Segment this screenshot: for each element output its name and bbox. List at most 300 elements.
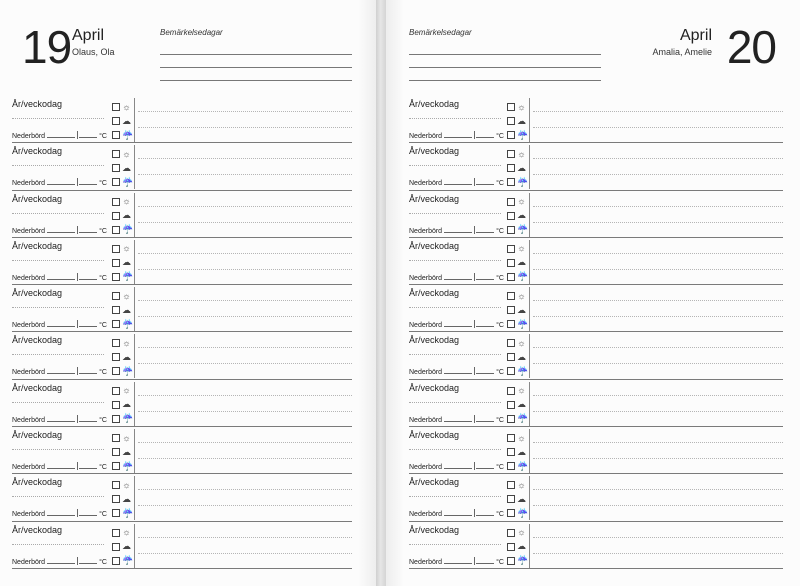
precipitation-blank[interactable] bbox=[444, 320, 472, 327]
weather-checkbox[interactable] bbox=[112, 150, 120, 158]
precipitation-field[interactable] bbox=[409, 462, 504, 471]
rain-cloud-icon: ☔ bbox=[122, 176, 134, 187]
weather-checkbox[interactable] bbox=[112, 415, 120, 423]
note-line[interactable] bbox=[138, 206, 352, 207]
temperature-blank[interactable] bbox=[476, 320, 494, 327]
year-entry-row bbox=[12, 427, 352, 474]
precipitation-blank[interactable] bbox=[47, 320, 75, 327]
note-line[interactable] bbox=[138, 269, 352, 270]
weather-option[interactable] bbox=[507, 540, 527, 554]
weather-option[interactable] bbox=[112, 526, 132, 540]
weather-option[interactable] bbox=[112, 398, 132, 412]
weather-option[interactable] bbox=[112, 506, 132, 520]
year-entry-line[interactable] bbox=[409, 354, 501, 355]
weather-checkbox[interactable] bbox=[507, 198, 515, 206]
weather-option[interactable] bbox=[112, 147, 132, 161]
temperature-blank[interactable] bbox=[476, 178, 494, 185]
note-line[interactable] bbox=[533, 553, 783, 554]
weather-checkbox[interactable] bbox=[507, 259, 515, 267]
year-entry-line[interactable] bbox=[12, 260, 104, 261]
weather-checkbox[interactable] bbox=[112, 131, 120, 139]
anniversary-line[interactable] bbox=[160, 42, 352, 55]
year-weekday-label: År/veckodag bbox=[12, 146, 63, 157]
anniversary-line[interactable] bbox=[409, 42, 601, 55]
precipitation-blank[interactable] bbox=[444, 273, 472, 280]
weather-option[interactable] bbox=[112, 364, 132, 378]
weather-option[interactable] bbox=[112, 209, 132, 223]
celsius-label: °C bbox=[99, 416, 107, 424]
precipitation-blank[interactable] bbox=[47, 273, 75, 280]
anniversary-line[interactable] bbox=[160, 55, 352, 68]
year-entry-line[interactable] bbox=[12, 213, 104, 214]
weather-checkbox[interactable] bbox=[112, 259, 120, 267]
precipitation-field[interactable] bbox=[12, 462, 107, 471]
weather-option[interactable] bbox=[112, 256, 132, 270]
rain-cloud-icon: ☔ bbox=[122, 555, 134, 566]
rain-cloud-icon: ☔ bbox=[517, 507, 529, 518]
weather-checkbox[interactable] bbox=[507, 557, 515, 565]
celsius-label: °C bbox=[99, 322, 107, 330]
weather-option[interactable] bbox=[112, 336, 132, 350]
celsius-label: °C bbox=[99, 227, 107, 235]
weather-option[interactable] bbox=[507, 114, 527, 128]
year-entry-line[interactable] bbox=[409, 496, 501, 497]
precipitation-label: Nederbörd bbox=[12, 369, 46, 377]
weather-checkbox[interactable] bbox=[507, 150, 515, 158]
weather-checkbox[interactable] bbox=[507, 320, 515, 328]
note-line[interactable] bbox=[533, 395, 783, 396]
year-entry-line[interactable] bbox=[409, 544, 501, 545]
weather-option[interactable] bbox=[112, 100, 132, 114]
weather-checkbox[interactable] bbox=[112, 117, 120, 125]
weather-option[interactable] bbox=[112, 540, 132, 554]
precipitation-blank[interactable] bbox=[444, 557, 472, 564]
precipitation-label: Nederbörd bbox=[409, 180, 443, 188]
field-divider bbox=[77, 557, 78, 565]
column-divider bbox=[529, 98, 530, 142]
year-weekday-label: År/veckodag bbox=[409, 524, 460, 535]
weather-checkbox[interactable] bbox=[507, 481, 515, 489]
field-divider bbox=[77, 462, 78, 470]
weather-checkbox[interactable] bbox=[112, 529, 120, 537]
weather-checkboxes bbox=[112, 289, 132, 331]
note-line[interactable] bbox=[138, 316, 352, 317]
weather-checkbox[interactable] bbox=[112, 178, 120, 186]
weather-option[interactable] bbox=[507, 445, 527, 459]
column-divider bbox=[134, 382, 135, 426]
weather-option[interactable] bbox=[112, 303, 132, 317]
year-entry-line[interactable] bbox=[409, 165, 501, 166]
weather-checkboxes bbox=[507, 242, 527, 284]
precipitation-field[interactable] bbox=[409, 320, 504, 329]
precipitation-field[interactable] bbox=[12, 367, 107, 376]
note-line[interactable] bbox=[138, 442, 352, 443]
temperature-blank[interactable] bbox=[79, 273, 97, 280]
weather-option[interactable] bbox=[507, 384, 527, 398]
year-entry-line[interactable] bbox=[12, 449, 104, 450]
note-line[interactable] bbox=[533, 158, 783, 159]
precipitation-blank[interactable] bbox=[444, 509, 472, 516]
precipitation-field[interactable] bbox=[12, 557, 107, 566]
weather-checkbox[interactable] bbox=[507, 226, 515, 234]
anniversary-line[interactable] bbox=[409, 55, 601, 68]
weather-option[interactable] bbox=[507, 526, 527, 540]
weather-checkbox[interactable] bbox=[112, 448, 120, 456]
note-line[interactable] bbox=[138, 363, 352, 364]
precipitation-field[interactable] bbox=[12, 226, 107, 235]
precipitation-blank[interactable] bbox=[444, 367, 472, 374]
note-line[interactable] bbox=[138, 411, 352, 412]
weather-checkbox[interactable] bbox=[112, 339, 120, 347]
weather-checkbox[interactable] bbox=[507, 164, 515, 172]
weather-option[interactable] bbox=[507, 364, 527, 378]
left-page bbox=[0, 0, 376, 586]
note-line[interactable] bbox=[138, 537, 352, 538]
weather-option[interactable] bbox=[112, 554, 132, 568]
rain-cloud-icon: ☔ bbox=[517, 129, 529, 140]
weather-checkbox[interactable] bbox=[112, 495, 120, 503]
precipitation-field[interactable] bbox=[12, 273, 107, 282]
weather-checkbox[interactable] bbox=[507, 103, 515, 111]
weather-checkbox[interactable] bbox=[507, 509, 515, 517]
weather-checkbox[interactable] bbox=[507, 131, 515, 139]
weather-option[interactable] bbox=[112, 270, 132, 284]
weather-option[interactable] bbox=[112, 223, 132, 237]
temperature-blank[interactable] bbox=[79, 415, 97, 422]
weather-checkbox[interactable] bbox=[112, 387, 120, 395]
anniversary-line[interactable] bbox=[409, 68, 601, 81]
weather-option[interactable] bbox=[112, 459, 132, 473]
note-line[interactable] bbox=[533, 363, 783, 364]
year-entry-row bbox=[12, 238, 352, 285]
year-entry-row bbox=[12, 143, 352, 190]
year-entry-line[interactable] bbox=[12, 354, 104, 355]
temperature-blank[interactable] bbox=[79, 226, 97, 233]
precipitation-field[interactable] bbox=[12, 320, 107, 329]
column-divider bbox=[134, 98, 135, 142]
weather-checkbox[interactable] bbox=[507, 495, 515, 503]
note-line[interactable] bbox=[533, 253, 783, 254]
weather-option[interactable] bbox=[507, 175, 527, 189]
note-line[interactable] bbox=[533, 300, 783, 301]
weather-option[interactable] bbox=[507, 195, 527, 209]
weather-option[interactable] bbox=[112, 445, 132, 459]
column-divider bbox=[529, 193, 530, 237]
precipitation-field[interactable] bbox=[409, 415, 504, 424]
note-line[interactable] bbox=[533, 442, 783, 443]
note-line[interactable] bbox=[138, 347, 352, 348]
note-line[interactable] bbox=[533, 458, 783, 459]
year-entry-line[interactable] bbox=[409, 260, 501, 261]
weather-option[interactable] bbox=[507, 289, 527, 303]
precipitation-blank[interactable] bbox=[444, 226, 472, 233]
weather-checkbox[interactable] bbox=[507, 178, 515, 186]
cloud-icon: ☁ bbox=[122, 541, 131, 552]
weather-checkbox[interactable] bbox=[112, 353, 120, 361]
weather-checkbox[interactable] bbox=[112, 164, 120, 172]
weather-checkbox[interactable] bbox=[112, 292, 120, 300]
weather-checkbox[interactable] bbox=[112, 462, 120, 470]
temperature-blank[interactable] bbox=[79, 178, 97, 185]
precipitation-blank[interactable] bbox=[47, 226, 75, 233]
precipitation-blank[interactable] bbox=[47, 131, 75, 138]
celsius-label: °C bbox=[99, 558, 107, 566]
weather-checkbox[interactable] bbox=[507, 529, 515, 537]
weather-checkbox[interactable] bbox=[112, 401, 120, 409]
weather-checkbox[interactable] bbox=[507, 212, 515, 220]
rain-cloud-icon: ☔ bbox=[122, 507, 134, 518]
precipitation-blank[interactable] bbox=[444, 415, 472, 422]
month-label: April bbox=[72, 27, 105, 44]
weather-checkbox[interactable] bbox=[507, 387, 515, 395]
celsius-label: °C bbox=[496, 558, 504, 566]
weather-option[interactable] bbox=[507, 100, 527, 114]
year-entry-row bbox=[409, 191, 783, 238]
precipitation-blank[interactable] bbox=[444, 462, 472, 469]
precipitation-label: Nederbörd bbox=[409, 416, 443, 424]
weather-option[interactable] bbox=[112, 175, 132, 189]
weather-checkbox[interactable] bbox=[507, 434, 515, 442]
weather-option[interactable] bbox=[507, 317, 527, 331]
weather-checkboxes bbox=[507, 336, 527, 378]
note-line[interactable] bbox=[533, 111, 783, 112]
precipitation-field[interactable] bbox=[409, 367, 504, 376]
temperature-blank[interactable] bbox=[476, 273, 494, 280]
note-line[interactable] bbox=[533, 316, 783, 317]
precipitation-field[interactable] bbox=[12, 178, 107, 187]
weather-checkbox[interactable] bbox=[507, 415, 515, 423]
note-line[interactable] bbox=[533, 269, 783, 270]
year-entry-line[interactable] bbox=[12, 402, 104, 403]
precipitation-blank[interactable] bbox=[47, 178, 75, 185]
weather-option[interactable] bbox=[112, 161, 132, 175]
weather-checkboxes bbox=[507, 384, 527, 426]
year-entry-line[interactable] bbox=[409, 402, 501, 403]
weather-checkboxes bbox=[507, 100, 527, 142]
rain-cloud-icon: ☔ bbox=[122, 318, 134, 329]
note-line[interactable] bbox=[138, 253, 352, 254]
precipitation-blank[interactable] bbox=[47, 557, 75, 564]
year-entry-line[interactable] bbox=[409, 449, 501, 450]
weather-checkbox[interactable] bbox=[112, 543, 120, 551]
note-line[interactable] bbox=[138, 458, 352, 459]
year-entry-line[interactable] bbox=[12, 307, 104, 308]
field-divider bbox=[77, 178, 78, 186]
note-line[interactable] bbox=[138, 553, 352, 554]
weather-option[interactable] bbox=[112, 412, 132, 426]
year-entry-line[interactable] bbox=[12, 118, 104, 119]
weather-checkbox[interactable] bbox=[112, 367, 120, 375]
weather-checkbox[interactable] bbox=[507, 367, 515, 375]
note-line[interactable] bbox=[533, 489, 783, 490]
precipitation-blank[interactable] bbox=[444, 131, 472, 138]
temperature-blank[interactable] bbox=[476, 415, 494, 422]
year-entry-line[interactable] bbox=[409, 307, 501, 308]
temperature-blank[interactable] bbox=[79, 367, 97, 374]
weather-option[interactable] bbox=[507, 223, 527, 237]
weather-checkbox[interactable] bbox=[507, 543, 515, 551]
weather-checkbox[interactable] bbox=[112, 320, 120, 328]
note-line[interactable] bbox=[533, 505, 783, 506]
temperature-blank[interactable] bbox=[476, 557, 494, 564]
note-line[interactable] bbox=[533, 127, 783, 128]
weather-checkbox[interactable] bbox=[112, 198, 120, 206]
temperature-blank[interactable] bbox=[79, 131, 97, 138]
note-line[interactable] bbox=[533, 537, 783, 538]
cloud-icon: ☁ bbox=[122, 493, 131, 504]
precipitation-label: Nederbörd bbox=[409, 464, 443, 472]
precipitation-field[interactable] bbox=[12, 415, 107, 424]
weather-checkbox[interactable] bbox=[507, 401, 515, 409]
weather-checkbox[interactable] bbox=[112, 212, 120, 220]
temperature-blank[interactable] bbox=[79, 509, 97, 516]
note-line[interactable] bbox=[138, 505, 352, 506]
weather-checkbox[interactable] bbox=[507, 339, 515, 347]
anniversary-section bbox=[409, 28, 601, 81]
note-line[interactable] bbox=[533, 174, 783, 175]
year-entry-line[interactable] bbox=[12, 544, 104, 545]
weather-option[interactable] bbox=[507, 161, 527, 175]
weather-option[interactable] bbox=[112, 128, 132, 142]
weather-checkboxes bbox=[112, 100, 132, 142]
precipitation-field[interactable] bbox=[409, 131, 504, 140]
note-line[interactable] bbox=[138, 174, 352, 175]
celsius-label: °C bbox=[99, 180, 107, 188]
cloud-icon: ☁ bbox=[122, 399, 131, 410]
weather-option[interactable] bbox=[507, 209, 527, 223]
weather-checkbox[interactable] bbox=[507, 353, 515, 361]
precipitation-field[interactable] bbox=[409, 178, 504, 187]
weather-option[interactable] bbox=[507, 147, 527, 161]
sun-icon: ☼ bbox=[122, 148, 131, 159]
precipitation-field[interactable] bbox=[409, 273, 504, 282]
day-number: 19 bbox=[22, 21, 72, 73]
temperature-blank[interactable] bbox=[79, 462, 97, 469]
weather-checkbox[interactable] bbox=[112, 273, 120, 281]
weather-option[interactable] bbox=[507, 350, 527, 364]
weather-option[interactable] bbox=[507, 256, 527, 270]
temperature-blank[interactable] bbox=[476, 509, 494, 516]
note-line[interactable] bbox=[533, 347, 783, 348]
temperature-blank[interactable] bbox=[476, 131, 494, 138]
precipitation-blank[interactable] bbox=[47, 462, 75, 469]
year-entry-line[interactable] bbox=[12, 165, 104, 166]
year-entry-row bbox=[409, 96, 783, 143]
note-line[interactable] bbox=[533, 206, 783, 207]
precipitation-blank[interactable] bbox=[47, 367, 75, 374]
weather-option[interactable] bbox=[507, 270, 527, 284]
weather-option[interactable] bbox=[112, 384, 132, 398]
weather-option[interactable] bbox=[507, 492, 527, 506]
temperature-blank[interactable] bbox=[79, 557, 97, 564]
weather-option[interactable] bbox=[507, 506, 527, 520]
weather-option[interactable] bbox=[507, 554, 527, 568]
anniversary-line[interactable] bbox=[160, 68, 352, 81]
weather-option[interactable] bbox=[112, 242, 132, 256]
temperature-blank[interactable] bbox=[476, 226, 494, 233]
weather-checkbox[interactable] bbox=[507, 117, 515, 125]
year-entry-line[interactable] bbox=[409, 213, 501, 214]
precipitation-blank[interactable] bbox=[444, 178, 472, 185]
weather-option[interactable] bbox=[507, 459, 527, 473]
temperature-blank[interactable] bbox=[79, 320, 97, 327]
weather-option[interactable] bbox=[112, 317, 132, 331]
weather-checkbox[interactable] bbox=[112, 226, 120, 234]
precipitation-field[interactable] bbox=[409, 226, 504, 235]
year-entry-line[interactable] bbox=[409, 118, 501, 119]
weather-option[interactable] bbox=[112, 431, 132, 445]
precipitation-blank[interactable] bbox=[47, 415, 75, 422]
weather-option[interactable] bbox=[507, 398, 527, 412]
weather-checkbox[interactable] bbox=[112, 434, 120, 442]
weather-option[interactable] bbox=[112, 195, 132, 209]
weather-checkbox[interactable] bbox=[112, 509, 120, 517]
weather-option[interactable] bbox=[507, 412, 527, 426]
weather-checkbox[interactable] bbox=[112, 306, 120, 314]
year-weekday-label: År/veckodag bbox=[409, 240, 460, 251]
year-entry-row bbox=[12, 285, 352, 332]
temperature-blank[interactable] bbox=[476, 367, 494, 374]
weather-checkbox[interactable] bbox=[112, 103, 120, 111]
year-entry-line[interactable] bbox=[12, 496, 104, 497]
precipitation-field[interactable] bbox=[409, 509, 504, 518]
note-line[interactable] bbox=[533, 222, 783, 223]
cloud-icon: ☁ bbox=[122, 210, 131, 221]
weather-checkbox[interactable] bbox=[507, 448, 515, 456]
weather-checkbox[interactable] bbox=[112, 481, 120, 489]
precipitation-blank[interactable] bbox=[47, 509, 75, 516]
precipitation-field[interactable] bbox=[409, 557, 504, 566]
weather-checkbox[interactable] bbox=[507, 292, 515, 300]
weather-option[interactable] bbox=[507, 336, 527, 350]
note-line[interactable] bbox=[138, 489, 352, 490]
note-line[interactable] bbox=[138, 127, 352, 128]
weather-checkbox[interactable] bbox=[112, 557, 120, 565]
sun-icon: ☼ bbox=[122, 290, 131, 301]
year-weekday-label: År/veckodag bbox=[409, 146, 460, 157]
weather-option[interactable] bbox=[112, 492, 132, 506]
note-line[interactable] bbox=[138, 222, 352, 223]
precipitation-field[interactable] bbox=[12, 509, 107, 518]
weather-option[interactable] bbox=[507, 478, 527, 492]
weather-checkbox[interactable] bbox=[507, 306, 515, 314]
field-divider bbox=[474, 509, 475, 517]
note-line[interactable] bbox=[138, 300, 352, 301]
cloud-icon: ☁ bbox=[517, 446, 526, 457]
weather-option[interactable] bbox=[507, 128, 527, 142]
weather-option[interactable] bbox=[112, 350, 132, 364]
weather-checkbox[interactable] bbox=[507, 245, 515, 253]
temperature-blank[interactable] bbox=[476, 462, 494, 469]
weather-option[interactable] bbox=[507, 431, 527, 445]
weather-option[interactable] bbox=[112, 114, 132, 128]
field-divider bbox=[77, 131, 78, 139]
weather-checkbox[interactable] bbox=[507, 273, 515, 281]
weather-option[interactable] bbox=[112, 289, 132, 303]
weather-option[interactable] bbox=[112, 478, 132, 492]
weather-checkbox[interactable] bbox=[507, 462, 515, 470]
weather-checkbox[interactable] bbox=[112, 245, 120, 253]
note-line[interactable] bbox=[533, 411, 783, 412]
note-line[interactable] bbox=[138, 158, 352, 159]
weather-option[interactable] bbox=[507, 242, 527, 256]
precipitation-label: Nederbörd bbox=[12, 558, 46, 566]
precipitation-field[interactable] bbox=[12, 131, 107, 140]
note-line[interactable] bbox=[138, 111, 352, 112]
note-line[interactable] bbox=[138, 395, 352, 396]
weather-option[interactable] bbox=[507, 303, 527, 317]
column-divider bbox=[529, 334, 530, 378]
